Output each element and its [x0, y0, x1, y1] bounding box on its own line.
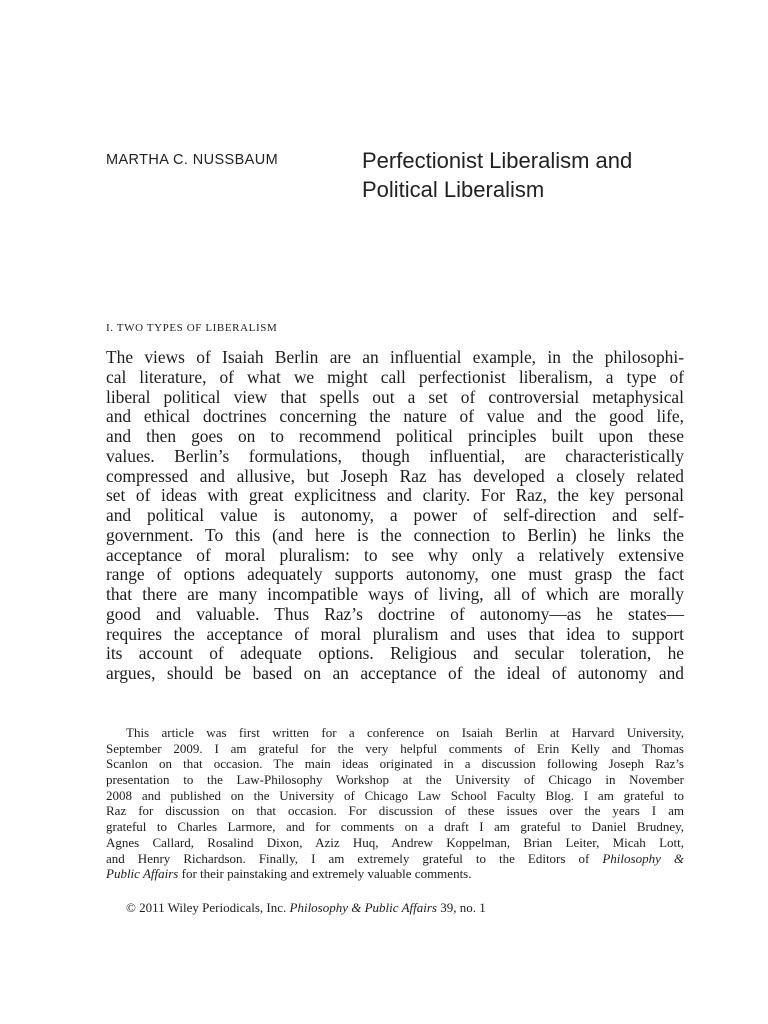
section-heading: I. TWO TYPES OF LIBERALISM — [106, 322, 278, 334]
journal-name-italic: Philosophy & — [602, 850, 684, 866]
footnote-line: grateful to Charles Larmore, and for comments on a draft I am grateful to Daniel Brudney, — [106, 819, 684, 835]
body-line: liberal political view that spells out a set of controversial metaphysical — [106, 386, 684, 407]
footnote-line: Scanlon on that occasion. The main ideas originated in a discussion following Joseph Raz’s — [106, 756, 684, 772]
footnote-line: This article was first written for a conference on Isaiah Berlin at Harvard University, — [126, 725, 684, 740]
body-line: cal literature, of what we might call perfectionist liberalism, a type of — [106, 366, 684, 387]
body-line: set of ideas with great explicitness and clarity. For Raz, the key personal — [106, 485, 684, 506]
acknowledgement-footnote — [106, 725, 684, 882]
footnote-line: 2008 and published on the University of Chicago Law School Faculty Blog. I am grateful to — [106, 787, 684, 803]
footnote-text: and Henry Richardson. Finally, I am extremely grateful to the Editors of — [106, 850, 603, 866]
author-name: MARTHA C. NUSSBAUM — [106, 152, 279, 168]
footnote-text: for their painstaking and extremely valuable comments. — [178, 866, 472, 882]
copyright-line — [126, 900, 486, 916]
footnote-line — [106, 851, 684, 867]
body-line: government. To this (and here is the connection to Berlin) he links the — [106, 524, 684, 545]
article-title — [362, 146, 632, 204]
body-line: range of options adequately supports autonomy, one must grasp the fact — [106, 564, 684, 585]
journal-title: Philosophy & Public Affairs — [289, 900, 437, 915]
body-line: requires the acceptance of moral pluralism and uses that idea to support — [106, 623, 684, 644]
body-line: argues, should be based on an acceptance of the ideal of autonomy and — [106, 663, 684, 683]
body-line: values. Berlin’s formulations, though influential, are characteristically — [106, 445, 684, 466]
body-line: good and valuable. Thus Raz’s doctrine of autonomy—as he states— — [106, 603, 684, 624]
volume-issue: 39, no. 1 — [436, 900, 486, 915]
copyright-prefix: © 2011 Wiley Periodicals, Inc. — [126, 900, 290, 915]
footnote-line — [106, 866, 684, 882]
body-line: The views of Isaiah Berlin are an influential example, in the philosophi- — [106, 347, 684, 367]
journal-name-italic: Public Affairs — [106, 866, 179, 882]
footnote-line: presentation to the Law-Philosophy Workshop at the University of Chicago in November — [106, 772, 684, 788]
body-line: that there are many incompatible ways of living, all of which are morally — [106, 584, 684, 604]
body-line: compressed and allusive, but Joseph Raz has developed a closely related — [106, 465, 684, 486]
body-line: acceptance of moral pluralism: to see why only a relatively extensive — [106, 544, 684, 565]
body-line: and ethical doctrines concerning the nature of value and the good life, — [106, 406, 684, 427]
footnote-line: Raz for discussion on that occasion. For discussion of these issues over the years I am — [106, 803, 684, 819]
body-paragraph — [106, 348, 684, 684]
article-title-line-1: Perfectionist Liberalism and — [362, 148, 633, 173]
body-line: and then goes on to recommend political principles built upon these — [106, 426, 684, 446]
body-line: its account of adequate options. Religious and secular toleration, he — [106, 643, 684, 664]
footnote-line: Agnes Callard, Rosalind Dixon, Aziz Huq, Andrew Koppelman, Brian Leiter, Micah Lott, — [106, 834, 684, 850]
article-title-line-2: Political Liberalism — [362, 177, 545, 202]
body-line: and political value is autonomy, a power of self-direction and self- — [106, 505, 684, 525]
footnote-line: September 2009. I am grateful for the very helpful comments of Erin Kelly and Thomas — [106, 740, 684, 756]
